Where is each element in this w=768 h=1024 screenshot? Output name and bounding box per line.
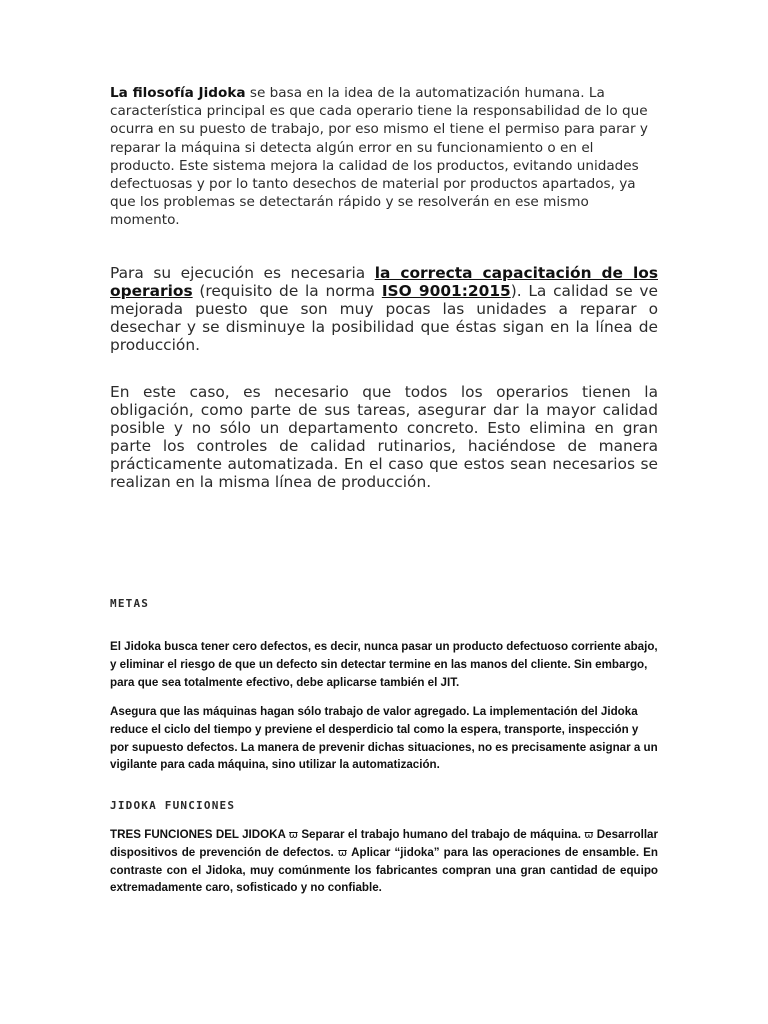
execution-text-middle: (requisito de la norma [192, 281, 382, 300]
funcion-2: Desarrollar dispositivos de prevención de defectos. [110, 828, 659, 859]
execution-text-end: ). La calidad se ve mejorada puesto que son muy pocas las unidades a reparar o desechar y se disminuye la posibilidad que éstas sigan en la línea de producción. [110, 281, 658, 354]
funcion-3: Aplicar “jidoka” para las operaciones de ensamble. En contraste con el Jidoka, muy comúnmente los fabricantes compran una gran cantidad de equipo extremadamente caro, sofisticado y no confiable. [110, 845, 658, 895]
metas-heading: METAS [110, 597, 150, 610]
bullet-symbol: ϖ [288, 828, 299, 841]
jidoka-term: La filosofía Jidoka [110, 85, 246, 101]
execution-paragraph [110, 265, 658, 355]
funcion-1: Separar el trabajo humano del trabajo de máquina. [298, 828, 585, 841]
metas-paragraph-1: El Jidoka busca tener cero defectos, es decir, nunca pasar un producto defectuoso corriente abajo, y eliminar el riesgo de que un defecto sin detectar termine en las manos del cliente. Sin embargo, para que sea totalmente efectivo, debe aplicarse también el JIT. [110, 640, 658, 689]
bullet-symbol: ϖ [337, 845, 348, 859]
funciones-heading: JIDOKA FUNCIONES [110, 799, 236, 812]
metas-paragraph-2: Asegura que las máquinas hagan sólo trabajo de valor agregado. La implementación del Jidoka reduce el ciclo del tiempo y previene el desperdicio tal como la espera, transporte, inspección y por supuesto defectos. La manera de prevenir dichas situaciones, no es precisamente asignar a un vigilante para cada máquina, sino utilizar la automatización. [110, 705, 658, 772]
training-link[interactable]: la correcta capacitación de los operarios [110, 264, 658, 300]
intro-text: se basa en la idea de la automatización humana. La característica principal es que cada operario tiene la responsabilidad de lo que ocurra en su puesto de trabajo, por eso mismo el tiene el permiso para parar y reparar la máquina si detecta algún error en su funcionamiento o en el producto. Este sistema mejora la calidad de los productos, evitando unidades defectuosas y por lo tanto desechos de material por productos apartados, ya que los problemas se detectarán rápido y se resolverán en ese mismo momento. [110, 85, 648, 229]
iso-link[interactable]: ISO 9001:2015 [381, 281, 511, 300]
funciones-intro: TRES FUNCIONES DEL JIDOKA [110, 828, 289, 841]
bullet-symbol: ϖ [584, 828, 594, 841]
intro-paragraph [110, 84, 658, 230]
case-paragraph: En este caso, es necesario que todos los operarios tienen la obligación, como parte de sus tareas, asegurar dar la mayor calidad posible y no sólo un departamento concreto. Esto elimina en gran parte los controles de calidad rutinarios, haciéndose de manera prácticamente automatizada. En el caso que estos sean necesarios se realizan en la misma línea de producción. [110, 383, 658, 491]
funciones-paragraph [110, 826, 658, 897]
execution-text-start: Para su ejecución es necesaria [110, 264, 375, 282]
